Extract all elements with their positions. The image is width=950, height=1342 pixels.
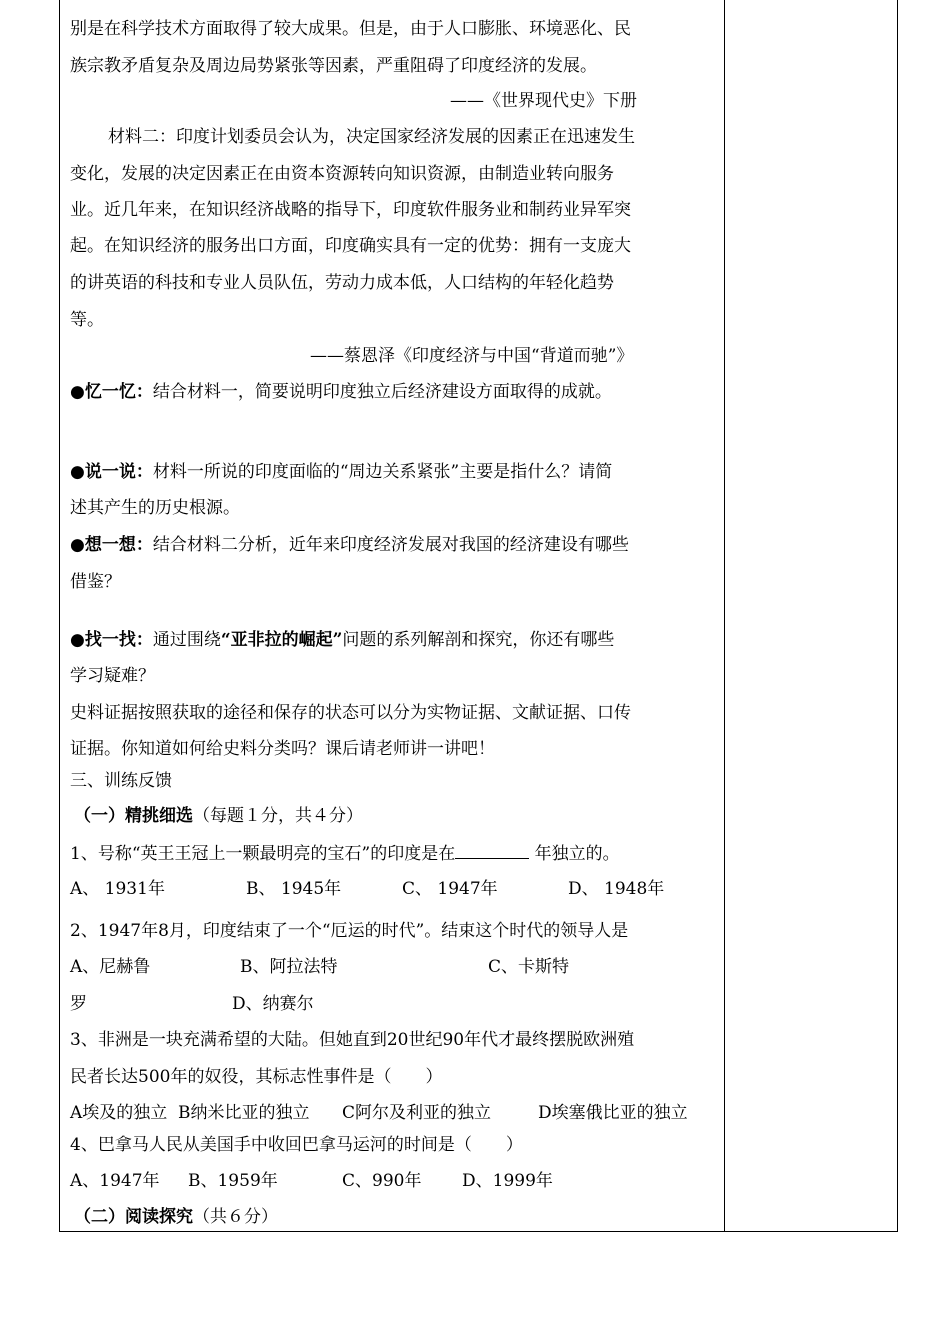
section-heading: 三、训练反馈: [70, 771, 172, 791]
option: C、 1947年: [402, 879, 498, 899]
option: B纳米比亚的独立: [178, 1103, 310, 1123]
part-note: （共６分）: [193, 1207, 278, 1227]
question-label: ●说一说：: [70, 462, 153, 482]
question-label: ●忆一忆：: [70, 382, 153, 402]
text-line: 等。: [70, 310, 104, 330]
option: A、1947年: [70, 1171, 160, 1191]
text-line: 别是在科学技术方面取得了较大成果。但是，由于人口膨胀、环境恶化、民: [70, 19, 631, 39]
question-1: [70, 842, 620, 865]
part-label: （一）精挑细选: [74, 806, 193, 826]
part-label: （二）阅读探究: [74, 1207, 193, 1227]
part-heading: [74, 1206, 278, 1228]
part-heading: [74, 805, 363, 827]
topic-emphasis: “亚非拉的崛起”: [220, 630, 343, 650]
source-citation: ——蔡恩泽《印度经济与中国“背道而驰”》: [310, 346, 634, 366]
option: D、纳赛尔: [232, 994, 314, 1014]
option: B、阿拉法特: [240, 957, 338, 977]
option: D、1999年: [462, 1171, 553, 1191]
question-text: 年独立的。: [529, 844, 620, 864]
option: A、 1931年: [70, 879, 165, 899]
question-text: 通过围绕: [152, 630, 221, 650]
part-note: （每题１分，共４分）: [193, 806, 363, 826]
option: A、尼赫鲁: [70, 957, 151, 977]
column-divider: [724, 0, 725, 1232]
text-line: 起。在知识经济的服务出口方面，印度确实具有一定的优势：拥有一支庞大: [70, 236, 631, 256]
question-text: 1、号称“英王王冠上一颗最明亮的宝石”的印度是在: [70, 844, 456, 864]
question-zhao: [70, 629, 614, 651]
option: D埃塞俄比亚的独立: [538, 1103, 688, 1123]
text-line: 族宗教矛盾复杂及周边局势紧张等因素，严重阻碍了印度经济的发展。: [70, 56, 597, 76]
option: C、990年: [342, 1171, 422, 1191]
question-4: 4、巴拿马人民从美国手中收回巴拿马运河的时间是（ ）: [70, 1135, 523, 1155]
question-text: 问题的系列解剖和探究，你还有哪些: [342, 630, 615, 650]
question-text: 材料一所说的印度面临的“周边关系紧张”主要是指什么？请简: [152, 462, 613, 482]
text-line: 变化，发展的决定因素正在由资本资源转向知识资源，由制造业转向服务: [70, 164, 614, 184]
question-text: 借鉴？: [70, 572, 121, 592]
text-line: 业。近几年来，在知识经济战略的指导下，印度软件服务业和制药业异军突: [70, 200, 631, 220]
question-text: 学习疑难？: [70, 666, 155, 686]
question-text: 结合材料二分析，近年来印度经济发展对我国的经济建设有哪些: [152, 535, 629, 555]
question-shuo: [70, 461, 612, 483]
question-yi: [70, 381, 612, 403]
text-line: 的讲英语的科技和专业人员队伍，劳动力成本低，人口结构的年轻化趋势: [70, 273, 614, 293]
option: B、1959年: [188, 1171, 278, 1191]
question-label: ●找一找：: [70, 630, 153, 650]
option: C阿尔及利亚的独立: [342, 1103, 492, 1123]
option: C、卡斯特: [488, 957, 570, 977]
option: B、 1945年: [246, 879, 342, 899]
option-continued: 罗: [70, 994, 87, 1014]
question-text: 结合材料一，简要说明印度独立后经济建设方面取得的成就。: [152, 382, 612, 402]
text-line: 史料证据按照获取的途径和保存的状态可以分为实物证据、文献证据、口传: [70, 703, 631, 723]
question-label: ●想一想：: [70, 535, 153, 555]
question-3: 3、非洲是一块充满希望的大陆。但她直到20世纪90年代才最终摆脱欧洲殖: [70, 1030, 635, 1050]
text-line: 证据。你知道如何给史料分类吗？课后请老师讲一讲吧！: [70, 739, 495, 759]
option: D、 1948年: [568, 879, 665, 899]
text-line: 材料二：印度计划委员会认为，决定国家经济发展的因素正在迅速发生: [108, 127, 635, 147]
question-text: 民者长达500年的奴役，其标志性事件是（ ）: [70, 1067, 443, 1087]
source-citation: ——《世界现代史》下册: [450, 91, 637, 111]
answer-blank: [455, 842, 529, 859]
option: A埃及的独立: [70, 1103, 168, 1123]
question-text: 述其产生的历史根源。: [70, 498, 240, 518]
question-2: 2、1947年8月，印度结束了一个“厄运的时代”。结束这个时代的领导人是: [70, 921, 629, 941]
question-xiang: [70, 534, 629, 556]
